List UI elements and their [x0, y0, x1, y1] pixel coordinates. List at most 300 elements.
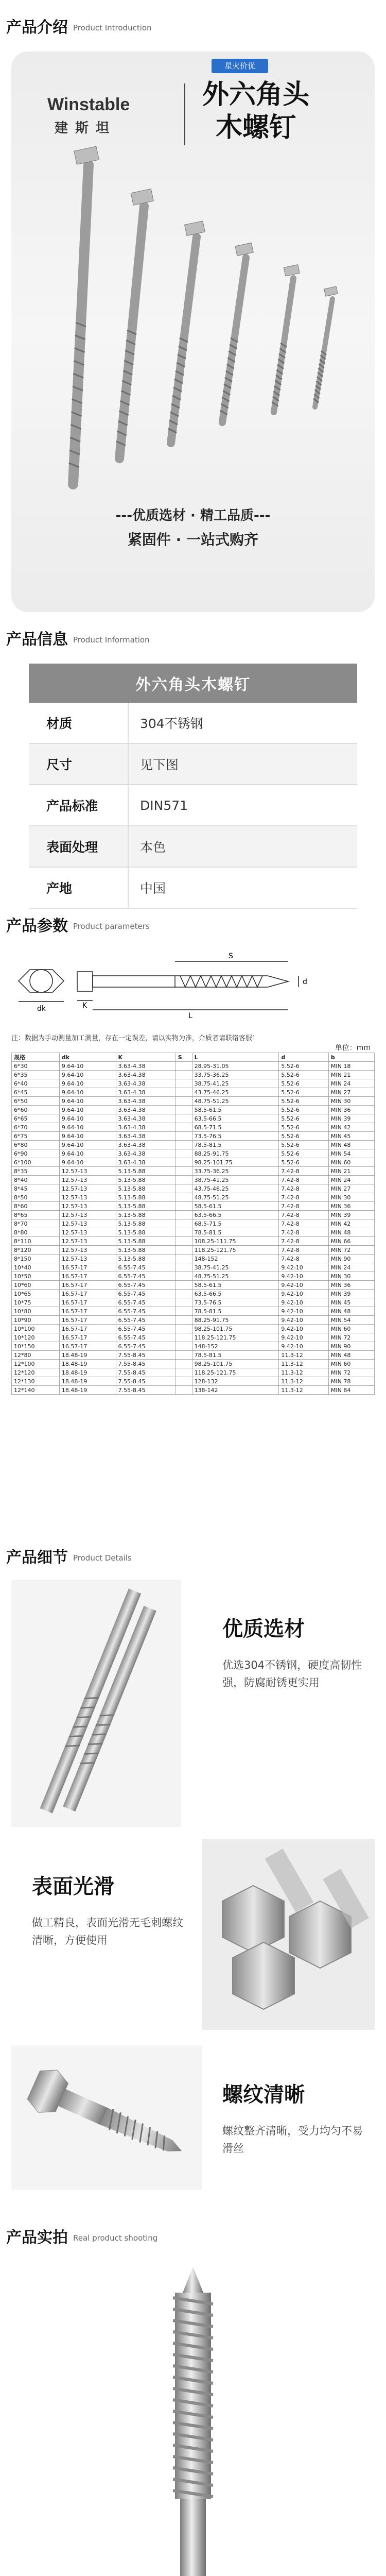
detail-1 — [222, 1613, 366, 1691]
spec-cell — [176, 1114, 192, 1123]
spec-cell — [176, 1071, 192, 1079]
spec-cell: 8*120 — [12, 1246, 60, 1255]
spec-cell: MIN 60 — [328, 1325, 374, 1333]
spec-cell: MIN 54 — [328, 1316, 374, 1325]
spec-cell: 3.63-4.38 — [116, 1106, 176, 1114]
spec-cell: 5.52-6 — [279, 1079, 329, 1088]
spec-cell — [176, 1263, 192, 1272]
spec-cell: 12.57-13 — [59, 1176, 116, 1184]
spec-cell: 6.55-7.45 — [116, 1333, 176, 1342]
screw-icon — [116, 189, 153, 459]
spec-cell: 8*110 — [12, 1237, 60, 1246]
spec-cell: 7.42-8 — [279, 1237, 329, 1246]
shoot-section — [0, 2210, 386, 2576]
section-header — [0, 2210, 386, 2262]
spec-cell: 6*80 — [12, 1141, 60, 1149]
spec-cell: MIN 30 — [328, 1272, 374, 1281]
spec-cell: MIN 42 — [328, 1123, 374, 1132]
spec-cell: 16.57-17 — [59, 1342, 116, 1351]
spec-cell: 6.55-7.45 — [116, 1290, 176, 1298]
params-unit: 单位：mm — [335, 1044, 371, 1052]
spec-cell: 8*70 — [12, 1219, 60, 1228]
spec-cell: 16.57-17 — [59, 1325, 116, 1333]
section-subtitle: Real product shooting — [73, 2233, 158, 2243]
spec-cell: 48.75-51.25 — [192, 1097, 279, 1106]
spec-cell: 7.55-8.45 — [116, 1360, 176, 1368]
spec-cell: 8*65 — [12, 1211, 60, 1219]
spec-cell: 7.42-8 — [279, 1219, 329, 1228]
spec-cell: 63.5-66.5 — [192, 1114, 279, 1123]
spec-cell: MIN 72 — [328, 1368, 374, 1377]
spec-cell: 7.42-8 — [279, 1246, 329, 1255]
spec-cell: 9.64-10 — [59, 1097, 116, 1106]
spec-cell: 12*120 — [12, 1368, 60, 1377]
spec-cell — [176, 1351, 192, 1360]
section-subtitle: Product parameters — [73, 922, 150, 931]
spec-cell — [176, 1184, 192, 1193]
spec-cell: MIN 27 — [328, 1184, 374, 1193]
spec-cell — [176, 1097, 192, 1106]
section-subtitle: Product Information — [73, 635, 150, 645]
spec-cell: 8*35 — [12, 1167, 60, 1176]
screw-icon — [313, 286, 338, 407]
info-key: 产品标准 — [46, 799, 98, 814]
spec-cell: 118.25-121.75 — [192, 1246, 279, 1255]
spec-cell: 8*45 — [12, 1184, 60, 1193]
table-row — [12, 1097, 375, 1106]
spec-cell: 38.75-41.25 — [192, 1079, 279, 1088]
detail-photo-thread — [11, 2045, 202, 2190]
table-row — [12, 1246, 375, 1255]
table-row — [12, 1114, 375, 1123]
spec-cell: 5.13-5.88 — [116, 1211, 176, 1219]
spec-cell — [176, 1307, 192, 1316]
spec-cell: 6.55-7.45 — [116, 1263, 176, 1272]
spec-cell — [176, 1219, 192, 1228]
spec-cell: 68.5-71.5 — [192, 1219, 279, 1228]
spec-cell: 118.25-121.75 — [192, 1333, 279, 1342]
spec-cell: 3.63-4.38 — [116, 1071, 176, 1079]
info-section — [0, 612, 386, 899]
spec-cell: 7.55-8.45 — [116, 1368, 176, 1377]
spec-cell: 12.57-13 — [59, 1255, 116, 1263]
table-row — [12, 1333, 375, 1342]
spec-cell: 11.3-12 — [279, 1377, 329, 1386]
spec-cell: 88.25-91.75 — [192, 1316, 279, 1325]
spec-cell: 9.42-10 — [279, 1342, 329, 1351]
spec-cell: 78.5-81.5 — [192, 1228, 279, 1237]
section-header — [0, 899, 386, 950]
section-title: 产品介绍 — [6, 19, 68, 37]
promo-tag: 星火价优 — [212, 59, 268, 73]
spec-cell: MIN 72 — [328, 1333, 374, 1342]
spec-cell: 3.63-4.38 — [116, 1062, 176, 1071]
spec-cell: 12.57-13 — [59, 1202, 116, 1211]
info-row — [29, 785, 357, 826]
spec-cell — [176, 1149, 192, 1158]
spec-cell — [176, 1106, 192, 1114]
spec-cell: MIN 36 — [328, 1202, 374, 1211]
spec-cell: 5.52-6 — [279, 1071, 329, 1079]
spec-cell: 5.13-5.88 — [116, 1219, 176, 1228]
spec-cell — [176, 1202, 192, 1211]
table-row — [12, 1342, 375, 1351]
table-row — [12, 1123, 375, 1132]
spec-cell: 9.64-10 — [59, 1141, 116, 1149]
spec-cell: 16.57-17 — [59, 1263, 116, 1272]
spec-cell: 6.55-7.45 — [116, 1342, 176, 1351]
info-value: 304不锈钢 — [128, 703, 357, 743]
spec-cell: 12.57-13 — [59, 1211, 116, 1219]
spec-cell: 8*60 — [12, 1202, 60, 1211]
section-title: 产品实拍 — [6, 2229, 68, 2247]
spec-cell — [176, 1316, 192, 1325]
spec-cell: 10*150 — [12, 1342, 60, 1351]
spec-cell: 9.42-10 — [279, 1290, 329, 1298]
spec-cell: 5.13-5.88 — [116, 1184, 176, 1193]
spec-cell: 58.5-61.5 — [192, 1202, 279, 1211]
info-row — [29, 744, 357, 785]
spec-cell: 11.3-12 — [279, 1351, 329, 1360]
spec-cell: 118.25-121.75 — [192, 1368, 279, 1377]
spec-cell: 10*65 — [12, 1290, 60, 1298]
detail-photo-long-screws — [11, 1580, 181, 1827]
spec-cell: 78.5-81.5 — [192, 1307, 279, 1316]
slogan-primary: ---优质选材 · 精工品质--- — [115, 508, 271, 523]
spec-header-cell: b — [328, 1053, 374, 1062]
spec-cell: 6*100 — [12, 1158, 60, 1167]
table-row — [12, 1176, 375, 1184]
spec-cell — [176, 1368, 192, 1377]
detail-title: 螺纹清晰 — [222, 2083, 305, 2107]
spec-cell: 12.57-13 — [59, 1184, 116, 1193]
spec-header-cell: S — [176, 1053, 192, 1062]
spec-cell: MIN 24 — [328, 1176, 374, 1184]
table-row — [12, 1290, 375, 1298]
spec-cell: 8*80 — [12, 1228, 60, 1237]
spec-cell: 9.64-10 — [59, 1158, 116, 1167]
spec-cell: 6.55-7.45 — [116, 1325, 176, 1333]
spec-header-cell: dk — [59, 1053, 116, 1062]
spec-cell: 5.52-6 — [279, 1123, 329, 1132]
spec-cell: 5.52-6 — [279, 1088, 329, 1097]
table-row — [12, 1167, 375, 1176]
spec-cell — [176, 1167, 192, 1176]
spec-table — [11, 1053, 375, 1395]
spec-cell — [176, 1132, 192, 1141]
spec-cell: 58.5-61.5 — [192, 1106, 279, 1114]
spec-cell — [176, 1088, 192, 1097]
spec-cell: 5.13-5.88 — [116, 1228, 176, 1237]
detail-body: 做工精良，表面光滑无毛刺螺纹清晰，方便使用 — [32, 1917, 183, 1946]
screw-icon — [168, 221, 205, 443]
spec-cell: 58.5-61.5 — [192, 1281, 279, 1290]
section-subtitle: Product Details — [73, 1553, 132, 1563]
table-row — [12, 1062, 375, 1071]
spec-cell: 78.5-81.5 — [192, 1141, 279, 1149]
spec-cell: MIN 24 — [328, 1263, 374, 1272]
params-section — [0, 899, 386, 1530]
table-row — [12, 1281, 375, 1290]
label-l: L — [188, 1012, 192, 1020]
spec-cell: 5.52-6 — [279, 1149, 329, 1158]
table-row — [12, 1088, 375, 1097]
spec-cell: 9.42-10 — [279, 1298, 329, 1307]
spec-cell: 9.42-10 — [279, 1307, 329, 1316]
spec-cell: 6.55-7.45 — [116, 1307, 176, 1316]
spec-cell — [176, 1325, 192, 1333]
spec-cell: MIN 84 — [328, 1386, 374, 1395]
spec-cell: 3.63-4.38 — [116, 1079, 176, 1088]
spec-cell: 9.42-10 — [279, 1325, 329, 1333]
table-row — [12, 1184, 375, 1193]
spec-cell: MIN 48 — [328, 1351, 374, 1360]
spec-cell: 63.5-66.5 — [192, 1290, 279, 1298]
info-key: 表面处理 — [46, 840, 98, 855]
spec-cell: 7.42-8 — [279, 1193, 329, 1202]
spec-cell: 16.57-17 — [59, 1307, 116, 1316]
spec-header-cell: K — [116, 1053, 176, 1062]
spec-cell — [176, 1255, 192, 1263]
section-title: 产品参数 — [6, 917, 68, 935]
spec-cell: MIN 36 — [328, 1106, 374, 1114]
table-row — [12, 1307, 375, 1316]
spec-cell: 12.57-13 — [59, 1193, 116, 1202]
spec-cell — [176, 1272, 192, 1281]
spec-cell: 3.63-4.38 — [116, 1132, 176, 1141]
label-s: S — [229, 952, 233, 960]
spec-cell: MIN 39 — [328, 1290, 374, 1298]
section-header — [0, 1530, 386, 1582]
table-row — [12, 1263, 375, 1272]
spec-cell: 68.5-71.5 — [192, 1123, 279, 1132]
table-row — [12, 1211, 375, 1219]
spec-cell: 6.55-7.45 — [116, 1281, 176, 1290]
spec-cell: 7.42-8 — [279, 1167, 329, 1176]
spec-cell: 28.95-31.05 — [192, 1062, 279, 1071]
spec-cell: 6*75 — [12, 1132, 60, 1141]
dimension-diagram — [0, 950, 386, 1032]
spec-cell: 88.25-91.75 — [192, 1149, 279, 1158]
spec-cell: 6.55-7.45 — [116, 1272, 176, 1281]
spec-cell: 8*150 — [12, 1255, 60, 1263]
spec-cell: 12.57-13 — [59, 1219, 116, 1228]
spec-cell: 9.64-10 — [59, 1088, 116, 1097]
info-value: 本色 — [128, 826, 357, 867]
screw-icon — [69, 146, 99, 484]
spec-cell: 9.42-10 — [279, 1263, 329, 1272]
spec-cell: 33.75-36.25 — [192, 1167, 279, 1176]
spec-cell: 6*30 — [12, 1062, 60, 1071]
spec-cell: 12.57-13 — [59, 1167, 116, 1176]
spec-cell — [176, 1386, 192, 1395]
spec-cell: 5.52-6 — [279, 1132, 329, 1141]
spec-cell: 11.3-12 — [279, 1368, 329, 1377]
spec-cell: MIN 90 — [328, 1255, 374, 1263]
table-row — [12, 1158, 375, 1167]
spec-cell: 12*100 — [12, 1360, 60, 1368]
spec-cell: 6.55-7.45 — [116, 1316, 176, 1325]
detail-body: 螺纹整齐清晰，受力均匀不易滑丝 — [222, 2125, 363, 2155]
table-row — [12, 1316, 375, 1325]
table-row — [12, 1219, 375, 1228]
real-product-photo — [0, 2262, 386, 2576]
spec-cell: 12*130 — [12, 1377, 60, 1386]
spec-cell: 7.42-8 — [279, 1211, 329, 1219]
spec-cell: 5.13-5.88 — [116, 1237, 176, 1246]
spec-cell: 9.64-10 — [59, 1062, 116, 1071]
spec-header-cell: 规格 — [12, 1053, 60, 1062]
spec-cell: 9.64-10 — [59, 1149, 116, 1158]
spec-cell: 7.55-8.45 — [116, 1386, 176, 1395]
section-header — [0, 0, 386, 52]
spec-cell: 5.52-6 — [279, 1062, 329, 1071]
spec-cell: MIN 21 — [328, 1071, 374, 1079]
spec-cell: 38.75-41.25 — [192, 1176, 279, 1184]
spec-cell: 3.63-4.38 — [116, 1123, 176, 1132]
spec-cell: 6*65 — [12, 1114, 60, 1123]
spec-cell: 6.55-7.45 — [116, 1298, 176, 1307]
spec-cell: 5.52-6 — [279, 1141, 329, 1149]
spec-cell: 11.3-12 — [279, 1360, 329, 1368]
spec-cell: MIN 45 — [328, 1298, 374, 1307]
table-row — [12, 1272, 375, 1281]
section-subtitle: Product Introduction — [73, 23, 152, 32]
spec-cell: MIN 39 — [328, 1211, 374, 1219]
spec-cell: 8*40 — [12, 1176, 60, 1184]
spec-cell: 16.57-17 — [59, 1333, 116, 1342]
spec-cell: 6*90 — [12, 1149, 60, 1158]
info-value: 见下图 — [128, 744, 357, 784]
spec-cell: 73.5-76.5 — [192, 1132, 279, 1141]
spec-cell: 9.64-10 — [59, 1071, 116, 1079]
spec-cell: 9.42-10 — [279, 1272, 329, 1281]
spec-cell: 148-152 — [192, 1255, 279, 1263]
spec-cell: 9.64-10 — [59, 1114, 116, 1123]
spec-cell: 7.42-8 — [279, 1176, 329, 1184]
spec-cell: 12.57-13 — [59, 1237, 116, 1246]
spec-cell — [176, 1062, 192, 1071]
hero-title-line1: 外六角头 — [202, 79, 309, 110]
spec-cell — [176, 1333, 192, 1342]
spec-cell — [176, 1281, 192, 1290]
spec-cell: 73.5-76.5 — [192, 1298, 279, 1307]
spec-cell: 18.48-19 — [59, 1360, 116, 1368]
detail-body: 优选304不锈钢，硬度高韧性强，防腐耐锈更实用 — [222, 1659, 362, 1689]
spec-cell: 10*120 — [12, 1333, 60, 1342]
detail-3 — [222, 2078, 366, 2157]
spec-cell: 7.55-8.45 — [116, 1351, 176, 1360]
spec-cell: 12.57-13 — [59, 1228, 116, 1237]
table-row — [12, 1228, 375, 1237]
spec-cell: 5.13-5.88 — [116, 1193, 176, 1202]
spec-cell: 5.13-5.88 — [116, 1255, 176, 1263]
brand-logo-cn: 建斯坦 — [55, 121, 117, 136]
table-row — [12, 1325, 375, 1333]
table-row — [12, 1237, 375, 1246]
intro-section — [0, 0, 386, 612]
spec-cell: 12.57-13 — [59, 1246, 116, 1255]
spec-cell — [176, 1298, 192, 1307]
spec-cell: 6*70 — [12, 1123, 60, 1132]
spec-cell: 9.64-10 — [59, 1123, 116, 1132]
spec-cell: 16.57-17 — [59, 1298, 116, 1307]
spec-cell: MIN 48 — [328, 1307, 374, 1316]
spec-cell: 33.75-36.25 — [192, 1071, 279, 1079]
table-row — [12, 1377, 375, 1386]
spec-cell: 5.52-6 — [279, 1097, 329, 1106]
spec-cell: MIN 18 — [328, 1062, 374, 1071]
screw-icon — [220, 243, 253, 422]
info-table-header: 外六角头木螺钉 — [29, 664, 357, 703]
spec-cell: 9.64-10 — [59, 1106, 116, 1114]
table-row — [12, 1071, 375, 1079]
spec-cell: 5.13-5.88 — [116, 1246, 176, 1255]
spec-cell: 98.25-101.75 — [192, 1360, 279, 1368]
spec-cell: 5.13-5.88 — [116, 1202, 176, 1211]
spec-cell — [176, 1079, 192, 1088]
spec-cell: MIN 60 — [328, 1360, 374, 1368]
spec-cell: 5.52-6 — [279, 1106, 329, 1114]
spec-cell: 10*100 — [12, 1325, 60, 1333]
spec-cell: 8*50 — [12, 1193, 60, 1202]
spec-cell — [176, 1237, 192, 1246]
spec-cell: 16.57-17 — [59, 1281, 116, 1290]
spec-cell — [176, 1290, 192, 1298]
spec-cell — [176, 1342, 192, 1351]
spec-cell: 78.5-81.5 — [192, 1351, 279, 1360]
spec-cell: 3.63-4.38 — [116, 1088, 176, 1097]
spec-cell: 16.57-17 — [59, 1316, 116, 1325]
section-title: 产品信息 — [6, 631, 68, 649]
spec-cell: 48.75-51.25 — [192, 1272, 279, 1281]
spec-cell: 138-142 — [192, 1386, 279, 1395]
spec-cell: 6*40 — [12, 1079, 60, 1088]
screws-illustration — [11, 52, 375, 505]
spec-cell: 148-152 — [192, 1342, 279, 1351]
table-row — [12, 1193, 375, 1202]
spec-cell: 108.25-111.75 — [192, 1237, 279, 1246]
brand-logo: Winstable — [47, 95, 130, 114]
spec-cell: 3.63-4.38 — [116, 1149, 176, 1158]
table-row — [12, 1202, 375, 1211]
spec-cell: 10*75 — [12, 1298, 60, 1307]
spec-cell: 6*45 — [12, 1088, 60, 1097]
spec-cell: MIN 60 — [328, 1158, 374, 1167]
label-d: d — [303, 978, 307, 986]
table-row — [12, 1298, 375, 1307]
spec-cell: 10*80 — [12, 1307, 60, 1316]
spec-cell: 5.52-6 — [279, 1158, 329, 1167]
spec-cell: 38.75-41.25 — [192, 1263, 279, 1272]
spec-cell — [176, 1377, 192, 1386]
spec-cell: 11.3-12 — [279, 1386, 329, 1395]
spec-cell: MIN 54 — [328, 1149, 374, 1158]
spec-cell: MIN 45 — [328, 1132, 374, 1141]
info-value: DIN571 — [128, 785, 357, 825]
spec-cell: 43.75-46.25 — [192, 1184, 279, 1193]
spec-cell: 3.63-4.38 — [116, 1141, 176, 1149]
table-row — [12, 1106, 375, 1114]
table-row — [12, 1079, 375, 1088]
info-row — [29, 703, 357, 744]
section-title: 产品细节 — [6, 1549, 68, 1567]
label-dk: dk — [37, 1005, 46, 1013]
spec-cell — [176, 1141, 192, 1149]
spec-cell: 6*50 — [12, 1097, 60, 1106]
info-row — [29, 826, 357, 868]
spec-header-cell: d — [279, 1053, 329, 1062]
